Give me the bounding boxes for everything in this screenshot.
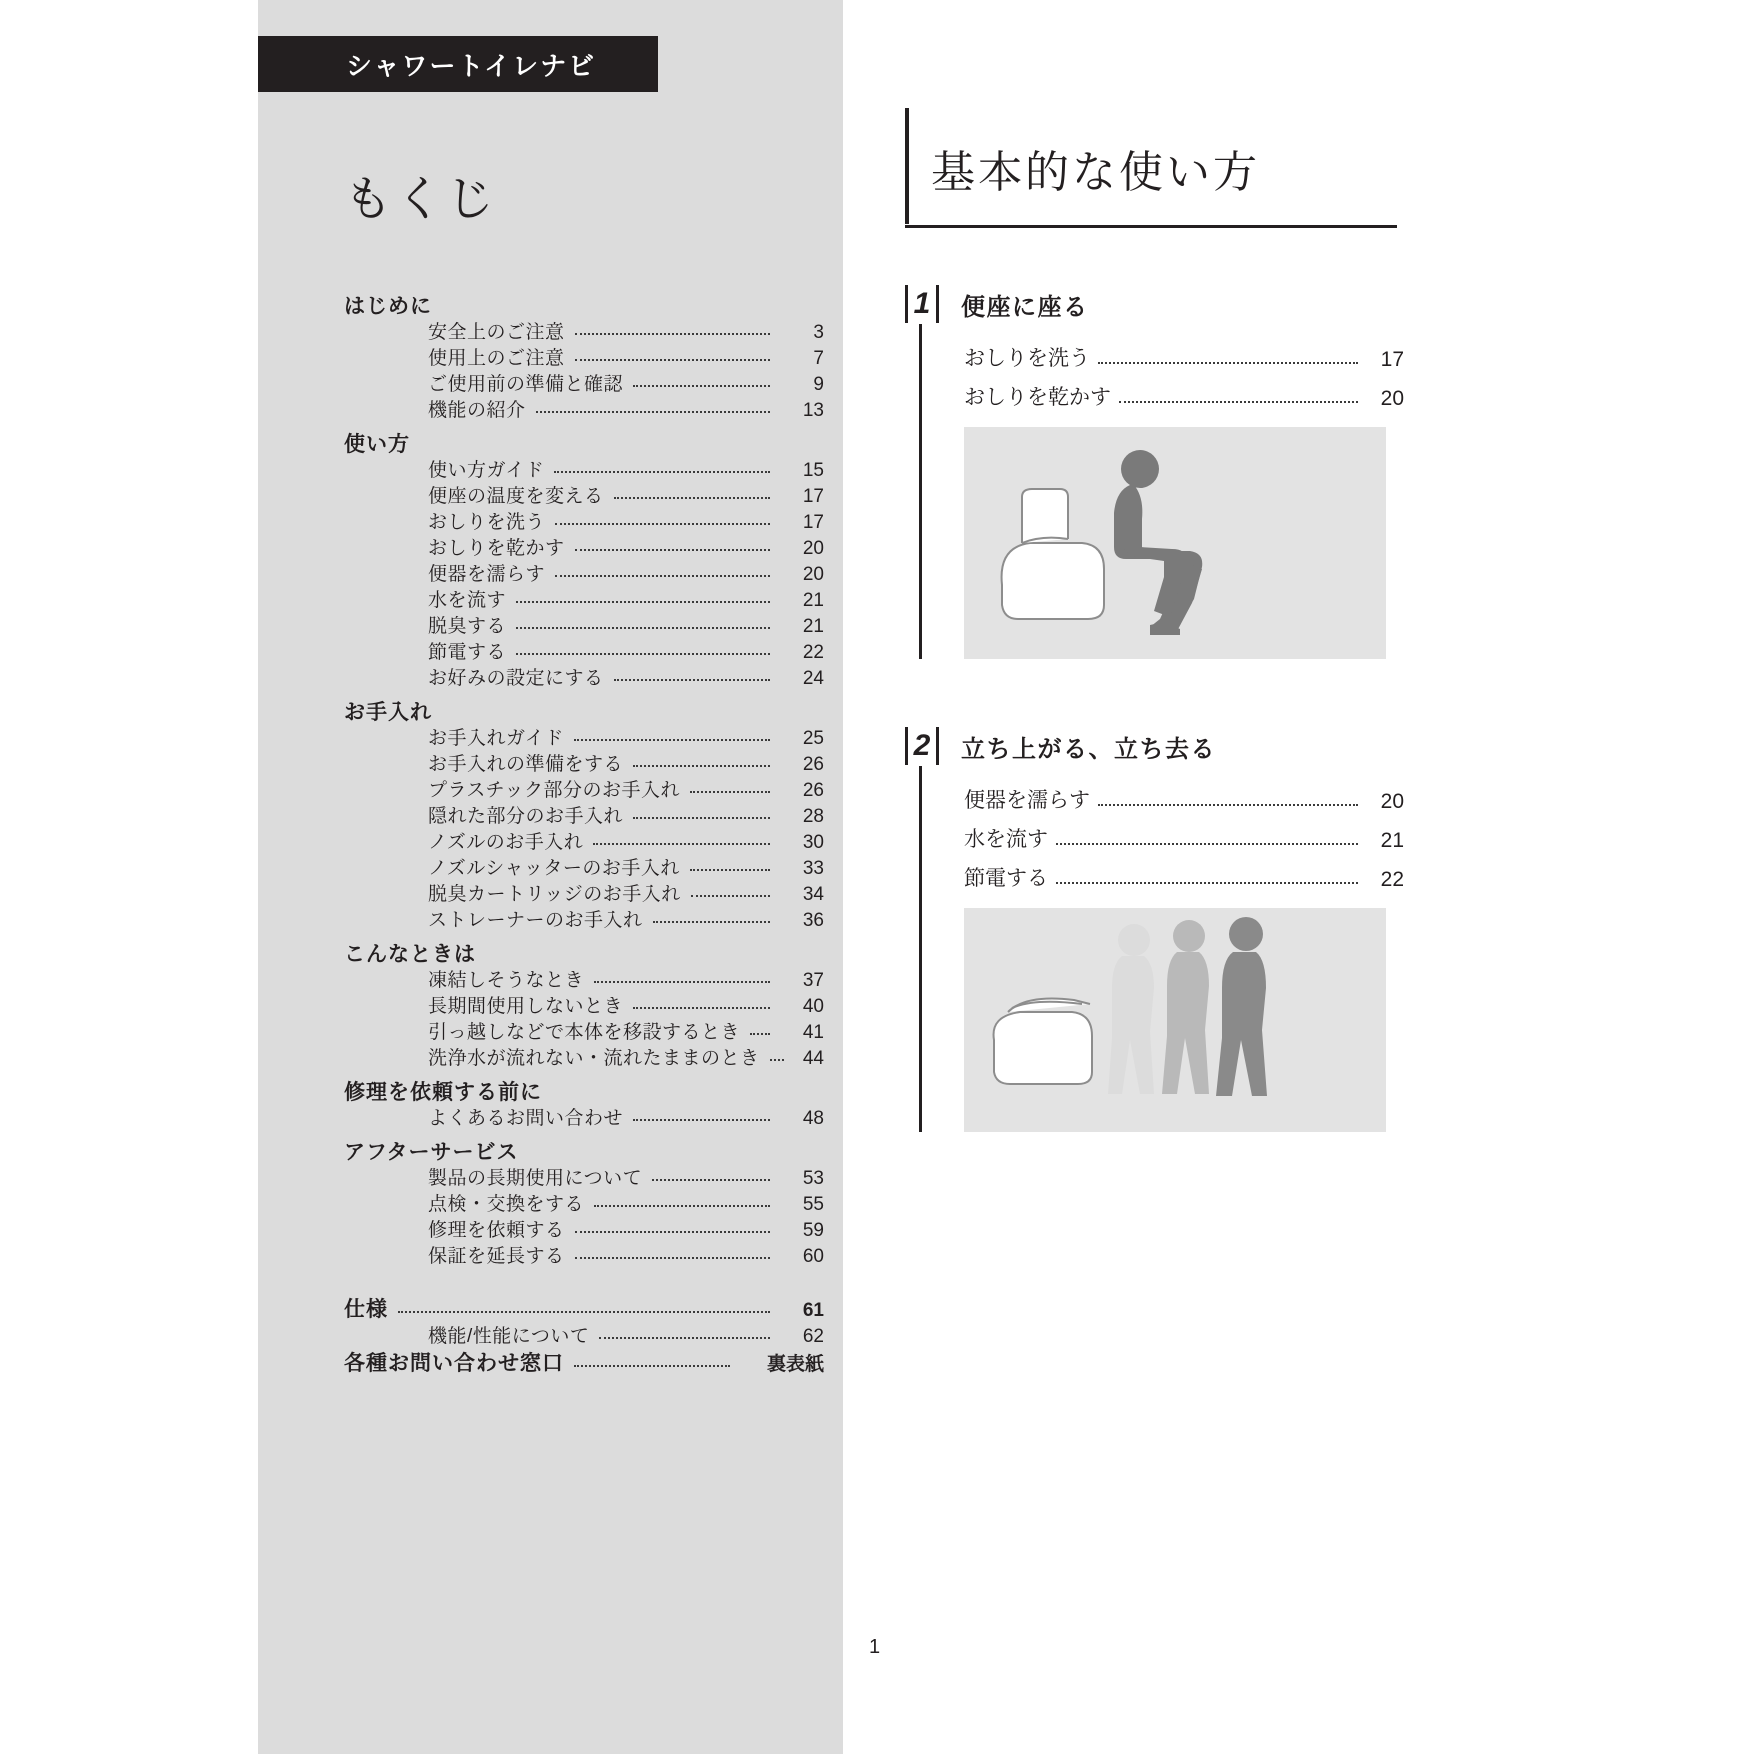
toc-entry-page: 17 bbox=[802, 486, 824, 507]
person-seated-on-toilet-illustration bbox=[964, 427, 1386, 659]
leader-dots bbox=[516, 626, 770, 629]
toc-entry[interactable] bbox=[428, 1327, 824, 1346]
leader-dots bbox=[770, 1058, 784, 1061]
toc-entry[interactable] bbox=[428, 539, 824, 558]
step-row-page: 20 bbox=[1380, 387, 1404, 410]
toc-entry[interactable] bbox=[428, 565, 824, 584]
leader-dots bbox=[633, 816, 770, 819]
toc-entry-page: 62 bbox=[802, 1326, 824, 1347]
leader-dots bbox=[575, 332, 770, 335]
chapter-tab-label: シャワートイレナビ bbox=[258, 36, 658, 92]
toc-entry-page: 40 bbox=[802, 996, 824, 1017]
section-title-horizontal-rule bbox=[905, 225, 1397, 228]
leader-dots bbox=[633, 1118, 770, 1121]
leader-dots bbox=[1056, 881, 1358, 884]
leader-dots bbox=[614, 496, 770, 499]
person-walking-away-from-toilet-illustration bbox=[964, 908, 1386, 1132]
toc-entry-title: 仕様 bbox=[344, 1298, 388, 1321]
toc-entry-title: 使い方ガイド bbox=[428, 460, 545, 481]
toc-entry-page: 17 bbox=[802, 512, 824, 533]
step-body-1 bbox=[919, 324, 1425, 659]
toc-entry[interactable] bbox=[344, 1299, 824, 1320]
toc-group-heading: こんなときは bbox=[344, 943, 476, 966]
step-header-1 bbox=[905, 284, 1425, 324]
toc-entry-title: 節電する bbox=[428, 642, 507, 663]
leader-dots bbox=[750, 1032, 770, 1035]
leader-dots bbox=[1098, 803, 1358, 806]
toc-entry[interactable] bbox=[428, 859, 824, 878]
toc-entry-title: 長期間使用しないとき bbox=[428, 996, 624, 1017]
toc-entry-title: 洗浄水が流れない・流れたままのとき bbox=[428, 1048, 760, 1069]
toc-entry-title: 引っ越しなどで本体を移設するとき bbox=[428, 1022, 741, 1043]
leader-dots bbox=[555, 574, 770, 577]
leader-dots bbox=[593, 842, 770, 845]
toc-entry[interactable] bbox=[428, 643, 824, 662]
step-row-page: 21 bbox=[1380, 829, 1404, 852]
table-of-contents bbox=[344, 296, 824, 1381]
step-block-2 bbox=[905, 726, 1425, 1132]
toc-entry-title: プラスチック部分のお手入れ bbox=[428, 780, 680, 801]
leader-dots bbox=[653, 920, 770, 923]
toc-entry-page: 26 bbox=[802, 754, 824, 775]
toc-entry-page: 33 bbox=[802, 858, 824, 879]
step-block-1 bbox=[905, 284, 1425, 659]
toc-entry-title: 凍結しそうなとき bbox=[428, 970, 585, 991]
leader-dots bbox=[575, 358, 770, 361]
toc-entry[interactable] bbox=[428, 487, 824, 506]
toc-entry[interactable] bbox=[428, 617, 824, 636]
toc-entry-page: 24 bbox=[802, 668, 824, 689]
toc-entry-page: 53 bbox=[802, 1168, 824, 1189]
step-row bbox=[964, 862, 1404, 892]
toc-entry[interactable] bbox=[344, 1353, 824, 1374]
toc-entry-page: 裏表紙 bbox=[766, 1354, 824, 1375]
toc-entry-title: 安全上のご注意 bbox=[428, 322, 565, 343]
toc-entry[interactable] bbox=[428, 461, 824, 480]
leader-dots bbox=[690, 790, 770, 793]
toc-entry[interactable] bbox=[428, 833, 824, 852]
toc-entry[interactable] bbox=[428, 591, 824, 610]
leader-dots bbox=[575, 548, 770, 551]
step-title-2: 立ち上がる、立ち去る bbox=[961, 735, 1216, 763]
leader-dots bbox=[599, 1336, 770, 1339]
toc-entry-title: ご使用前の準備と確認 bbox=[428, 374, 624, 395]
section-title-block bbox=[905, 108, 1397, 228]
toc-group-heading: 使い方 bbox=[344, 433, 410, 456]
step-row-page: 17 bbox=[1380, 348, 1404, 371]
step-row bbox=[964, 381, 1404, 411]
toc-entry-title: 便器を濡らす bbox=[428, 564, 546, 585]
toc-entry-page: 41 bbox=[802, 1022, 824, 1043]
toc-entry[interactable] bbox=[428, 971, 824, 990]
toc-entry-title: 保証を延長する bbox=[428, 1246, 565, 1267]
toc-entry-page: 21 bbox=[802, 590, 824, 611]
toc-entry-title: 脱臭カートリッジのお手入れ bbox=[428, 884, 681, 905]
toc-entry[interactable] bbox=[428, 885, 824, 904]
leader-dots bbox=[555, 522, 770, 525]
toc-entry[interactable] bbox=[428, 807, 824, 826]
step-number-2: 2 bbox=[905, 727, 939, 765]
toc-heading: もくじ bbox=[344, 173, 498, 226]
toc-entry-page: 60 bbox=[802, 1246, 824, 1267]
toc-entry-title: 製品の長期使用について bbox=[428, 1168, 643, 1189]
toc-entry-title: 使用上のご注意 bbox=[428, 348, 565, 369]
toc-entry-title: 便座の温度を変える bbox=[428, 486, 604, 507]
toc-entry[interactable] bbox=[428, 513, 824, 532]
toc-entry[interactable] bbox=[428, 729, 824, 748]
toc-entry-title: 点検・交換をする bbox=[428, 1194, 585, 1215]
toc-entry-title: 各種お問い合わせ窓口 bbox=[344, 1352, 564, 1375]
leader-dots bbox=[1056, 842, 1358, 845]
page-number: 1 bbox=[869, 1636, 881, 1658]
toc-entry-page: 55 bbox=[802, 1194, 824, 1215]
toc-entry-title: 隠れた部分のお手入れ bbox=[428, 806, 624, 827]
toc-entry-title: 脱臭する bbox=[428, 616, 507, 637]
step-row-page: 22 bbox=[1380, 868, 1404, 891]
toc-entry-page: 20 bbox=[802, 538, 824, 559]
step-row-title: 水を流す bbox=[964, 828, 1048, 851]
step-title-1: 便座に座る bbox=[961, 293, 1089, 321]
leader-dots bbox=[575, 1230, 770, 1233]
toc-entry[interactable] bbox=[428, 911, 824, 930]
leader-dots bbox=[614, 678, 770, 681]
leader-dots bbox=[691, 894, 770, 897]
toc-group-heading: はじめに bbox=[344, 295, 432, 318]
toc-entry[interactable] bbox=[428, 323, 824, 342]
toc-entry-page: 26 bbox=[802, 780, 824, 801]
toc-entry[interactable] bbox=[428, 781, 824, 800]
toc-entry-page: 9 bbox=[813, 374, 824, 395]
toc-entry-page: 13 bbox=[802, 400, 824, 421]
toc-entry-page: 44 bbox=[802, 1048, 824, 1069]
toc-entry-title: 水を流す bbox=[428, 590, 507, 611]
leader-dots bbox=[516, 652, 770, 655]
leader-dots bbox=[633, 1006, 770, 1009]
leader-dots bbox=[575, 1256, 770, 1259]
toc-entry[interactable] bbox=[428, 1247, 824, 1266]
toc-entry-page: 21 bbox=[802, 616, 824, 637]
leader-dots bbox=[1098, 361, 1358, 364]
toc-entry-page: 7 bbox=[813, 348, 824, 369]
toc-spacer bbox=[344, 1273, 824, 1299]
toc-entry-title: よくあるお問い合わせ bbox=[428, 1108, 624, 1129]
toc-entry-page: 15 bbox=[802, 460, 824, 481]
step-body-2 bbox=[919, 766, 1425, 1132]
leader-dots bbox=[633, 384, 770, 387]
toc-entry[interactable] bbox=[428, 669, 824, 688]
leader-dots bbox=[594, 980, 770, 983]
toc-entry-title: お手入れの準備をする bbox=[428, 754, 624, 775]
step-row bbox=[964, 342, 1404, 372]
toc-entry[interactable] bbox=[428, 997, 824, 1016]
toc-entry-title: おしりを乾かす bbox=[428, 538, 565, 559]
leader-dots bbox=[652, 1178, 770, 1181]
toc-entry[interactable] bbox=[428, 1195, 824, 1214]
step-row-page: 20 bbox=[1380, 790, 1404, 813]
toc-entry[interactable] bbox=[428, 1169, 824, 1188]
step-row-title: 節電する bbox=[964, 867, 1048, 890]
toc-entry[interactable] bbox=[428, 1049, 824, 1068]
leader-dots bbox=[536, 410, 770, 413]
toc-entry-page: 25 bbox=[802, 728, 824, 749]
leader-dots bbox=[574, 738, 770, 741]
toc-entry[interactable] bbox=[428, 1221, 824, 1240]
leader-dots bbox=[1119, 400, 1358, 403]
toc-entry-page: 28 bbox=[802, 806, 824, 827]
toc-entry-title: おしりを洗う bbox=[428, 512, 546, 533]
leader-dots bbox=[690, 868, 770, 871]
toc-entry-page: 36 bbox=[802, 910, 824, 931]
toc-entry-page: 30 bbox=[802, 832, 824, 853]
toc-entry-page: 3 bbox=[813, 322, 824, 343]
toc-entry[interactable] bbox=[428, 375, 824, 394]
leader-dots bbox=[398, 1310, 770, 1313]
leader-dots bbox=[574, 1364, 730, 1367]
step-row-title: おしりを乾かす bbox=[964, 386, 1111, 409]
toc-group-heading: 修理を依頼する前に bbox=[344, 1081, 542, 1104]
toc-entry-title: ノズルシャッターのお手入れ bbox=[428, 858, 680, 879]
toc-entry[interactable] bbox=[428, 755, 824, 774]
section-title-text: 基本的な使い方 bbox=[931, 148, 1260, 197]
toc-entry-page: 59 bbox=[802, 1220, 824, 1241]
toc-entry[interactable] bbox=[428, 1023, 824, 1042]
section-title-vertical-rule bbox=[905, 108, 909, 224]
toc-entry-page: 61 bbox=[802, 1300, 824, 1321]
toc-entry-page: 37 bbox=[802, 970, 824, 991]
toc-entry-title: 修理を依頼する bbox=[428, 1220, 565, 1241]
leader-dots bbox=[633, 764, 770, 767]
step-row bbox=[964, 784, 1404, 814]
toc-entry-page: 48 bbox=[802, 1108, 824, 1129]
toc-entry-title: 機能/性能について bbox=[428, 1326, 590, 1347]
step-row bbox=[964, 823, 1404, 853]
step-header-2 bbox=[905, 726, 1425, 766]
toc-entry-page: 22 bbox=[802, 642, 824, 663]
leader-dots bbox=[516, 600, 770, 603]
toc-entry-title: お好みの設定にする bbox=[428, 668, 604, 689]
leader-dots bbox=[594, 1204, 770, 1207]
toc-entry-title: ノズルのお手入れ bbox=[428, 832, 584, 853]
step-number-1: 1 bbox=[905, 285, 939, 323]
leader-dots bbox=[554, 470, 770, 473]
toc-group-heading: アフターサービス bbox=[344, 1141, 519, 1164]
toc-group-heading: お手入れ bbox=[344, 701, 432, 724]
toc-entry[interactable] bbox=[428, 401, 824, 420]
toc-entry-page: 20 bbox=[802, 564, 824, 585]
toc-entry[interactable] bbox=[428, 349, 824, 368]
toc-entry-page: 34 bbox=[802, 884, 824, 905]
toc-entry-title: 機能の紹介 bbox=[428, 400, 526, 421]
toc-entry-title: お手入れガイド bbox=[428, 728, 564, 749]
toc-entry-title: ストレーナーのお手入れ bbox=[428, 910, 643, 931]
toc-entry[interactable] bbox=[428, 1109, 824, 1128]
step-row-title: 便器を濡らす bbox=[964, 789, 1090, 812]
step-row-title: おしりを洗う bbox=[964, 347, 1090, 370]
